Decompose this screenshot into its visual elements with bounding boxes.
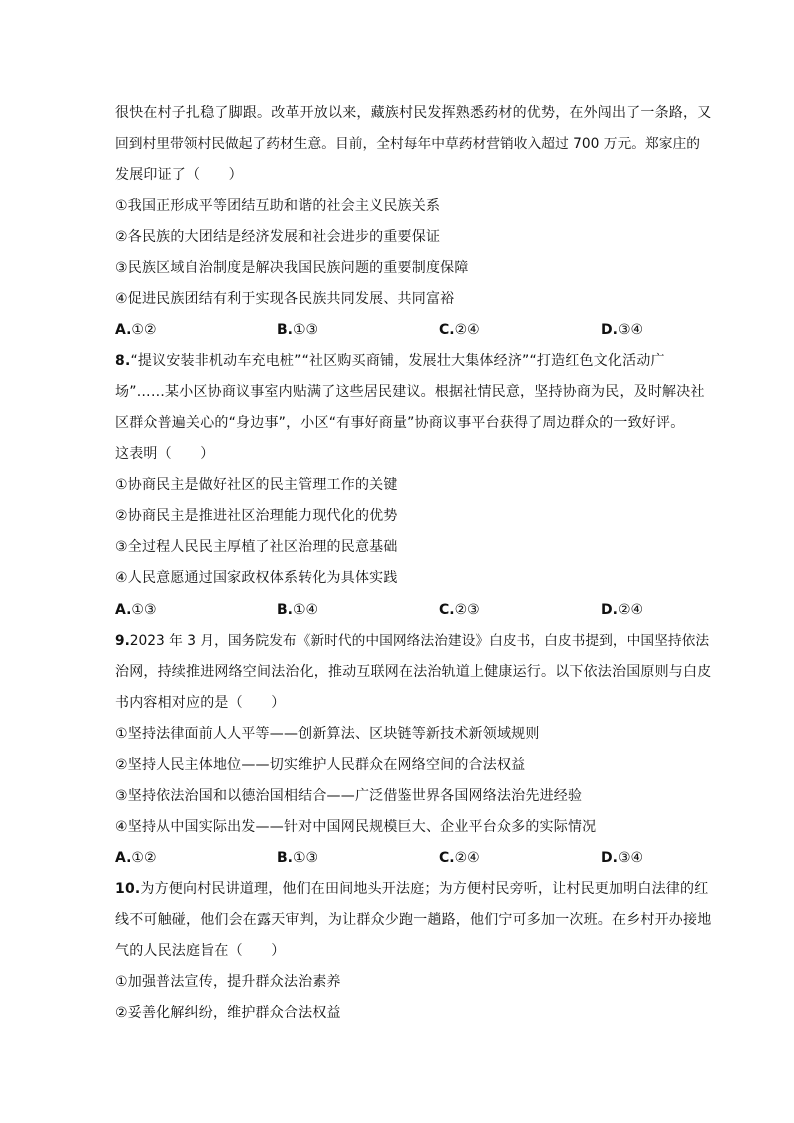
q9-statement-3: ③坚持依法治国和以德治国相结合——广泛借鉴世界各国网络法治先进经验 (115, 788, 583, 804)
q8-option-b: B.①④ (277, 602, 319, 618)
q7-statement-2: ②各民族的大团结是经济发展和社会进步的重要保证 (115, 229, 441, 245)
q8-statement-2: ②协商民主是推进社区治理能力现代化的优势 (115, 508, 398, 524)
q8-statement-1: ①协商民主是做好社区的民主管理工作的关键 (115, 477, 398, 493)
q9-statement-1: ①坚持法律面前人人平等——创新算法、区块链等新技术新领域规则 (115, 726, 540, 742)
q9-number: 9. (115, 633, 130, 649)
q9-option-b: B.①③ (277, 850, 319, 866)
q10-number: 10. (115, 881, 141, 897)
q8-options (115, 600, 715, 620)
q8-option-a: A.①③ (115, 602, 157, 618)
q8-line-3: 区群众普遍关心的“身边事”，小区“有事好商量”协商议事平台获得了周边群众的一致好评。 (115, 415, 685, 431)
q8-number: 8. (115, 353, 131, 369)
q10-statement-1: ①加强普法宣传，提升群众法治素养 (115, 974, 341, 990)
q8-line-2: 场”……某小区协商议事室内贴满了这些居民建议。根据社情民意，坚持协商为民，及时解决社 (115, 384, 705, 400)
q10-statement-2: ②妥善化解纠纷，维护群众合法权益 (115, 1005, 341, 1021)
q8-option-c: C.②③ (439, 602, 480, 618)
q7-line-2: 回到村里带领村民做起了药材生意。目前，全村每年中草药材营销收入超过 700 万元。郑家庄的 (115, 136, 700, 152)
q7-line-3: 发展印证了（ ） (115, 167, 243, 183)
q7-option-b: B.①③ (277, 322, 319, 338)
q9-line-3: 书内容相对应的是（ ） (115, 695, 286, 711)
q7-option-a: A.①② (115, 322, 157, 338)
q10-line-2: 线不可触碰，他们会在露天审判，为让群众少跑一趟路，他们宁可多加一次班。在乡村开办接地 (115, 912, 712, 928)
q7-options (115, 320, 715, 340)
q9-options (115, 848, 715, 868)
q9-option-d: D.③④ (601, 850, 644, 866)
q7-statement-3: ③民族区域自治制度是解决我国民族问题的重要制度保障 (115, 260, 469, 276)
q7-option-d: D.③④ (601, 322, 644, 338)
q8-statement-3: ③全过程人民民主厚植了社区治理的民意基础 (115, 539, 398, 555)
q10-line-1: 10.为方便向村民讲道理，他们在田间地头开法庭；为方便村民旁听，让村民更加明白法律的红 (115, 881, 709, 897)
q8-option-d: D.②④ (601, 602, 644, 618)
q9-statement-4: ④坚持从中国实际出发——针对中国网民规模巨大、企业平台众多的实际情况 (115, 819, 597, 835)
q8-statement-4: ④人民意愿通过国家政权体系转化为具体实践 (115, 570, 398, 586)
q7-statement-1: ①我国正形成平等团结互助和谐的社会主义民族关系 (115, 198, 441, 214)
q8-line-1: 8.“提议安装非机动车充电桩”“社区购买商铺，发展壮大集体经济”“打造红色文化活动广 (115, 353, 665, 369)
q10-line-3: 气的人民法庭旨在（ ） (115, 943, 286, 959)
q7-option-c: C.②④ (439, 322, 480, 338)
q9-statement-2: ②坚持人民主体地位——切实维护人民群众在网络空间的合法权益 (115, 757, 526, 773)
q9-line-1: 9.2023 年 3 月，国务院发布《新时代的中国网络法治建设》白皮书，白皮书提到，中国坚持依法 (115, 633, 710, 649)
q9-line-2: 治网，持续推进网络空间法治化，推动互联网在法治轨道上健康运行。以下依法治国原则与白皮 (115, 664, 712, 680)
q7-line-1: 很快在村子扎稳了脚跟。改革开放以来，藏族村民发挥熟悉药材的优势，在外闯出了一条路，又 (115, 105, 712, 121)
q8-line-4: 这表明（ ） (115, 446, 215, 462)
q7-statement-4: ④促进民族团结有利于实现各民族共同发展、共同富裕 (115, 291, 455, 307)
q9-option-c: C.②④ (439, 850, 480, 866)
q9-option-a: A.①② (115, 850, 157, 866)
